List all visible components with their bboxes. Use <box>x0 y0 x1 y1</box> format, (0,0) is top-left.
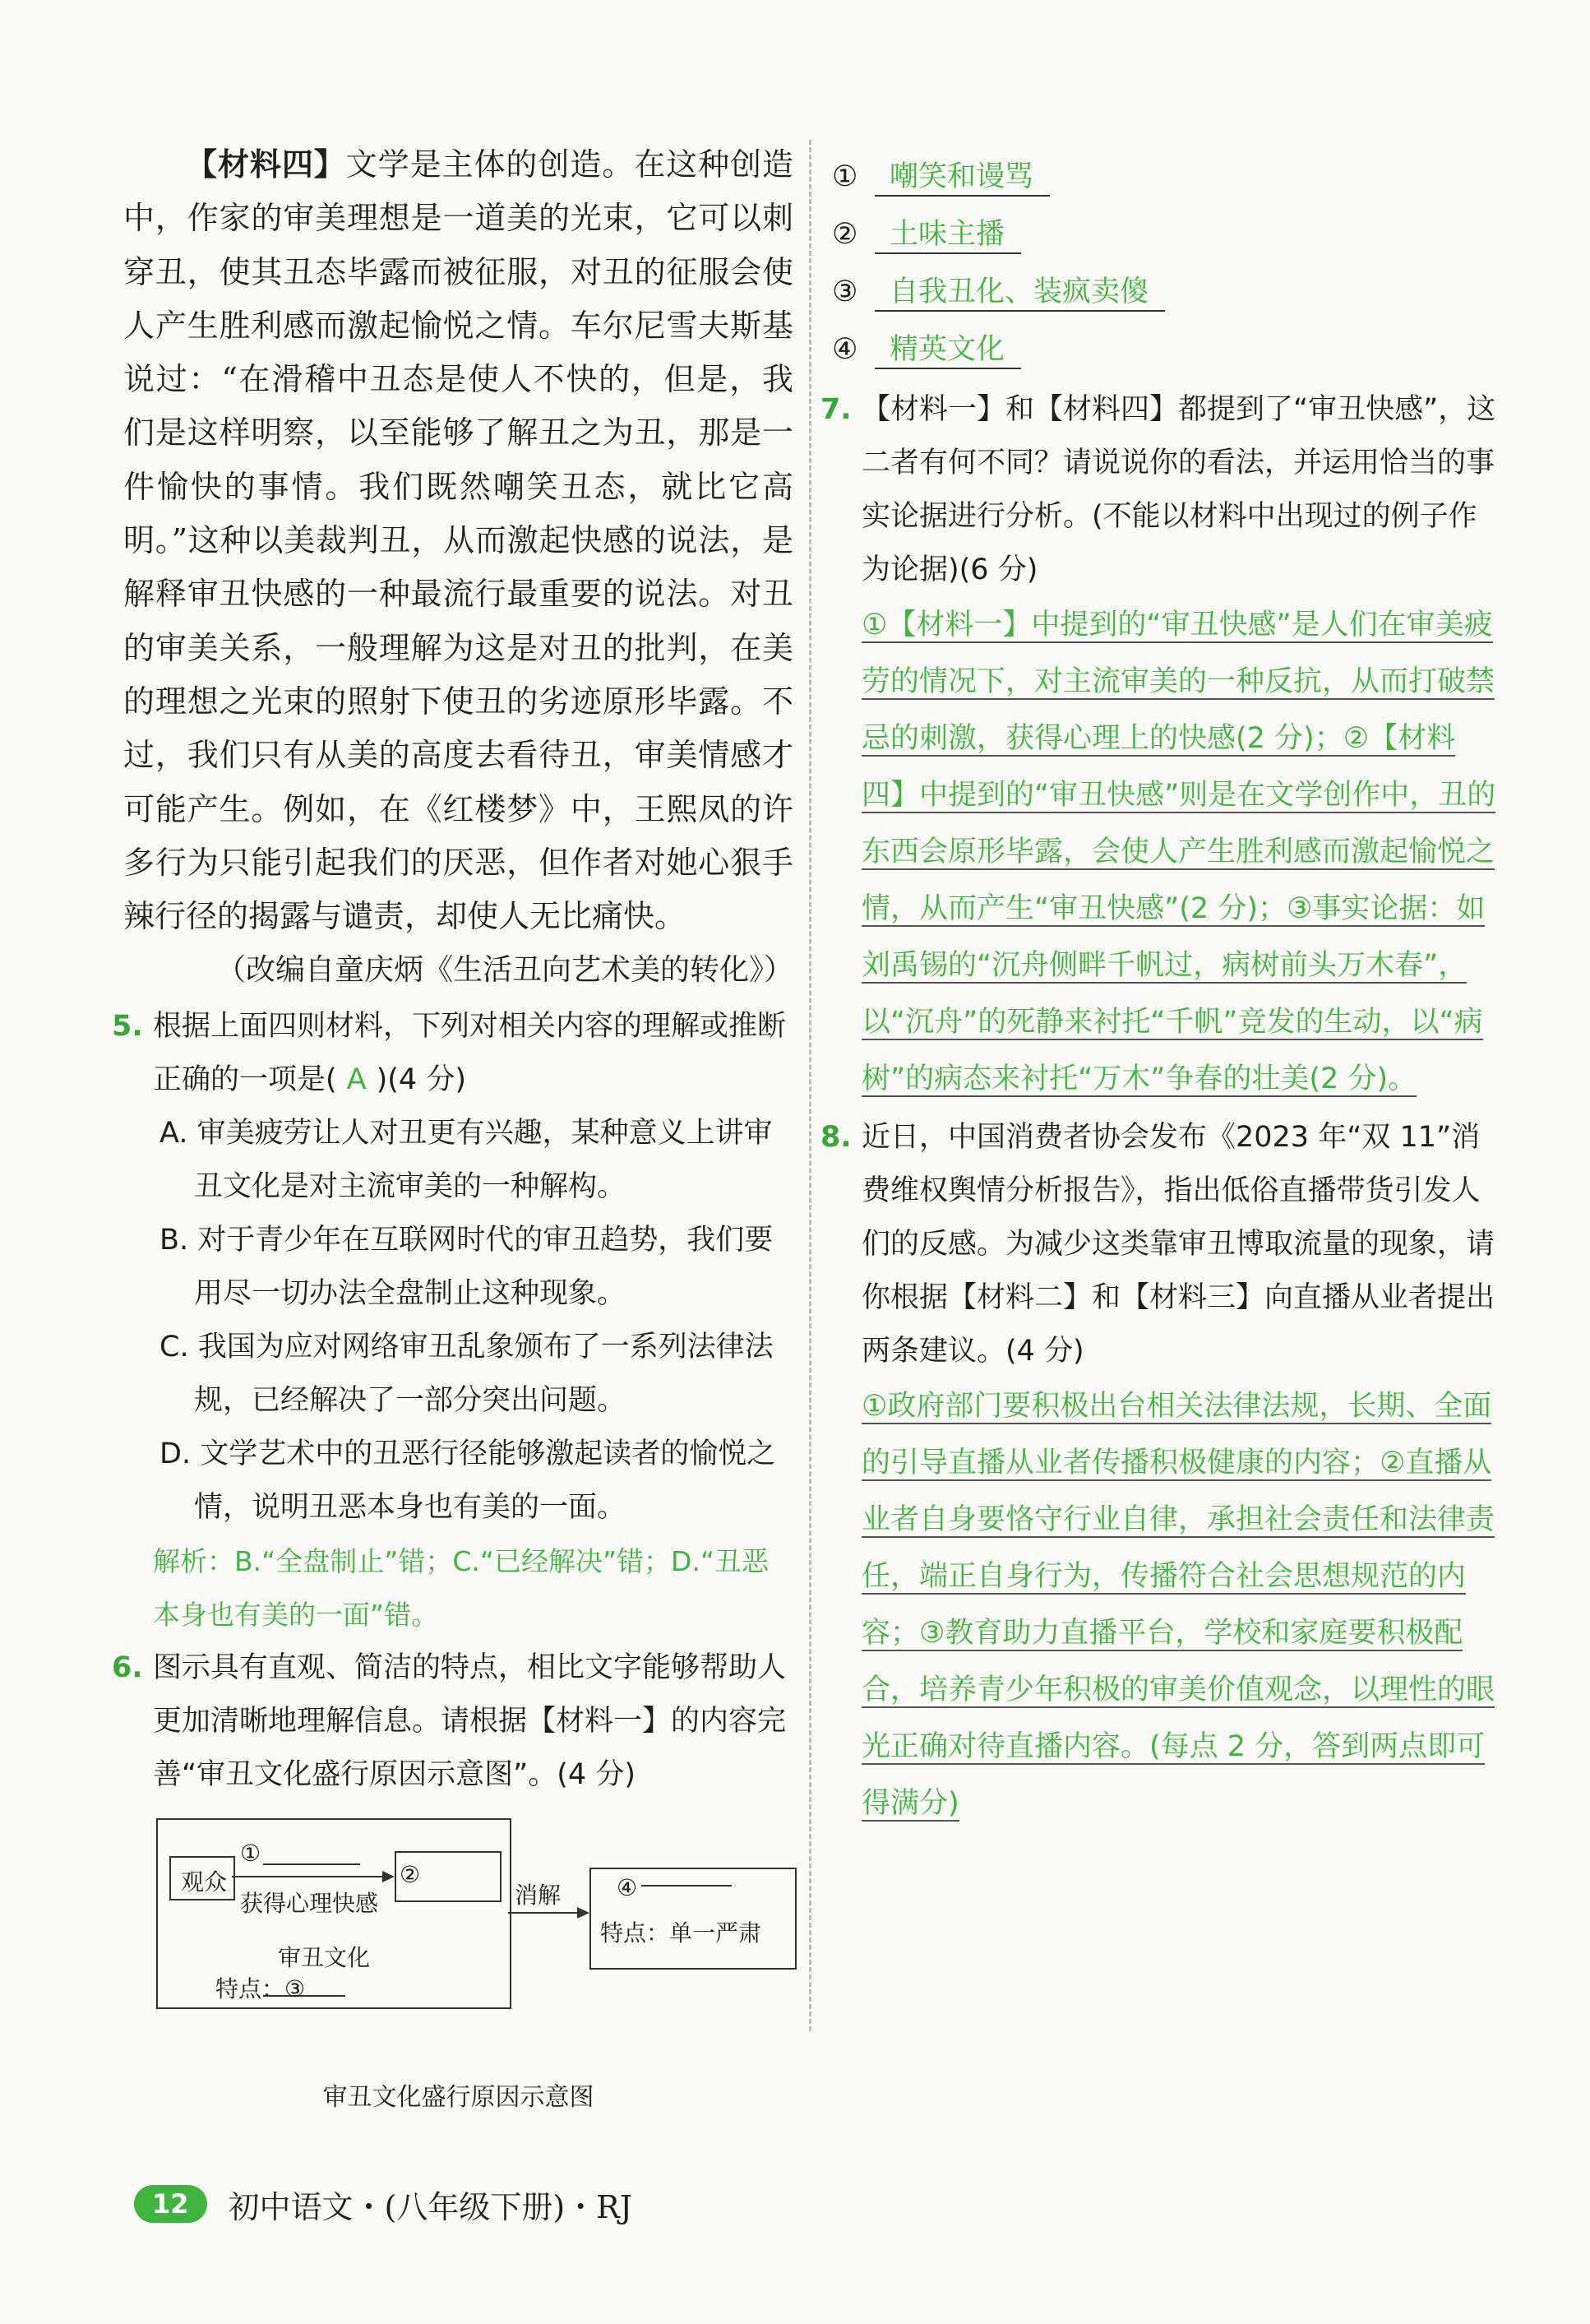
answer-2-num: ② <box>832 218 858 251</box>
answer-3-text: 自我丑化、装疯卖傻 <box>875 274 1165 312</box>
right-column <box>820 148 1498 1832</box>
material-four-label: 【材料四】 <box>186 146 346 183</box>
question-5-points: )(4 分) <box>376 1063 466 1097</box>
question-7 <box>820 383 1498 1108</box>
page-footer <box>134 2181 632 2227</box>
trait-right-label: 特点：单一严肃 <box>600 1919 762 1947</box>
slot-2-label: ② <box>400 1861 421 1889</box>
question-5-stem: 根据上面四则材料，下列对相关内容的理解或推断正确的一项是( <box>153 1010 787 1097</box>
page-number: 12 <box>134 2185 207 2223</box>
question-8-number: 8. <box>820 1121 852 1154</box>
answer-row-3 <box>832 263 1498 321</box>
audience-label: 观众 <box>181 1868 228 1896</box>
question-6-number: 6. <box>112 1651 143 1685</box>
question-7-answer <box>862 597 1498 1108</box>
question-7-answer-text: ①【材料一】中提到的“审丑快感”是人们在审美疲劳的情况下，对主流审美的一种反抗，从而打破禁忌的刺激，获得心理上的快感(2 分)；②【材料四】中提到的“审丑快感”则是在文学创作中，丑的东西会原形毕露，会使人产生胜利感而激起愉悦之情，从而产生“审丑快感”(2 分)；③事实论据：如刘禹锡的“沉舟侧畔千帆过，病树前头万木春”，以“沉舟”的死静来衬托“千帆”竞发的生动，以“病树”的病态来衬托“万木”争春的壮美(2 分)。 <box>862 609 1496 1095</box>
material-four-text: 文学是主体的创造。在这种创造中，作家的审美理想是一道美的光束，它可以刺穿丑，使其丑态毕露而被征服，对丑的征服会使人产生胜利感而激起愉悦之情。车尔尼雪夫斯基说过：“在滑稽中丑态是使人不快的，但是，我们是这样明察，以至能够了解丑之为丑，那是一件愉快的事情。我们既然嘲笑丑态，就比它高明。”这种以美裁判丑，从而激起快感的说法，是解释审丑快感的一种最流行最重要的说法。对丑的审美关系，一般理解为这是对丑的批判，在美的理想之光束的照射下使丑的劣迹原形毕露。不过，我们只有从美的高度去看待丑，审美情感才可能产生。例如，在《红楼梦》中，王熙凤的许多行为只能引起我们的厌恶，但作者对她心狠手辣行径的揭露与谴责，却使人无比痛快。 <box>123 146 793 935</box>
slot-1-label: ① <box>240 1840 261 1868</box>
question-5 <box>112 1000 793 1641</box>
question-6-stem: 图示具有直观、简洁的特点，相比文字能够帮助人更加清晰地理解信息。请根据【材料一】的内容完善“审丑文化盛行原因示意图”。(4 分) <box>153 1651 787 1792</box>
answer-4-num: ④ <box>832 333 858 366</box>
arrow-head-1 <box>382 1871 395 1882</box>
question-8-stem: 近日，中国消费者协会发布《2023 年“双 11”消费维权舆情分析报告》，指出低俗直播带货引发人们的反感。为减少这类靠审丑博取流量的现象，请你根据【材料二】和【材料三】向直播从业者提出两条建议。(4 分) <box>862 1121 1495 1368</box>
option-d: D. 文学艺术中的丑恶行径能够激起读者的愉悦之情，说明丑恶本身也有美的一面。 <box>159 1437 776 1525</box>
question-7-stem: 【材料一】和【材料四】都提到了“审丑快感”，这二者有何不同？请说说你的看法，并运用恰当的事实论据进行分析。(不能以材料中出现过的例子作为论据)(6 分) <box>862 393 1496 586</box>
culture-label: 审丑文化 <box>278 1944 371 1972</box>
arrow-head-2 <box>577 1907 589 1919</box>
answer-1-text: 嘲笑和谩骂 <box>875 159 1050 197</box>
book-title: 初中语文・(八年级下册)・RJ <box>228 2188 633 2225</box>
answer-row-4 <box>832 321 1498 378</box>
option-c: C. 我国为应对网络审丑乱象颁布了一系列法律法规，已经解决了一部分突出问题。 <box>159 1331 774 1418</box>
diagram-caption: 审丑文化盛行原因示意图 <box>322 2083 594 2113</box>
question-8 <box>820 1111 1498 1832</box>
cause-diagram <box>156 1818 797 2057</box>
left-column <box>112 138 793 2113</box>
answer-1-num: ① <box>832 160 858 193</box>
trait-bottom-label: 特点：③ <box>215 1975 306 2003</box>
question-5-number: 5. <box>112 1010 143 1044</box>
option-b: B. 对于青少年在互联网时代的审丑趋势，我们要用尽一切办法全盘制止这种现象。 <box>159 1224 774 1311</box>
gain-label: 获得心理快感 <box>240 1890 379 1918</box>
answer-3-num: ③ <box>832 275 858 308</box>
answer-4-text: 精英文化 <box>875 331 1021 369</box>
question-6 <box>112 1641 793 2113</box>
column-divider <box>809 140 811 2031</box>
question-7-number: 7. <box>820 393 852 426</box>
question-8-answer-text: ①政府部门要积极出台相关法律法规，长期、全面的引导直播从业者传播积极健康的内容；②直播从业者自身要恪守行业自律，承担社会责任和法律责任，端正自身行为，传播符合社会思想规范的内容；③教育助力直播平台，学校和家庭要积极配合，培养青少年积极的审美价值观念，以理性的眼光正确对待直播内容。(每点 2 分，答到两点即可得满分) <box>862 1390 1495 1820</box>
question-5-answer: A <box>346 1063 367 1097</box>
slot-4-label: ④ <box>617 1874 638 1902</box>
answer-row-2 <box>832 206 1498 263</box>
material-four <box>123 138 793 943</box>
question-6-answers <box>832 148 1498 378</box>
answer-row-1 <box>832 148 1498 206</box>
material-four-source: （改编自童庆炳《生活丑向艺术美的转化》） <box>215 953 793 988</box>
question-8-answer <box>862 1378 1498 1832</box>
option-a: A. 审美疲劳让人对丑更有兴趣，某种意义上讲审丑文化是对主流审美的一种解构。 <box>159 1117 773 1204</box>
question-5-analysis: 解析：B.“全盘制止”错；C.“已经解决”错；D.“丑恶本身也有美的一面”错。 <box>153 1545 770 1632</box>
dissolve-label: 消解 <box>515 1882 562 1910</box>
answer-2-text: 土味主播 <box>875 216 1021 254</box>
